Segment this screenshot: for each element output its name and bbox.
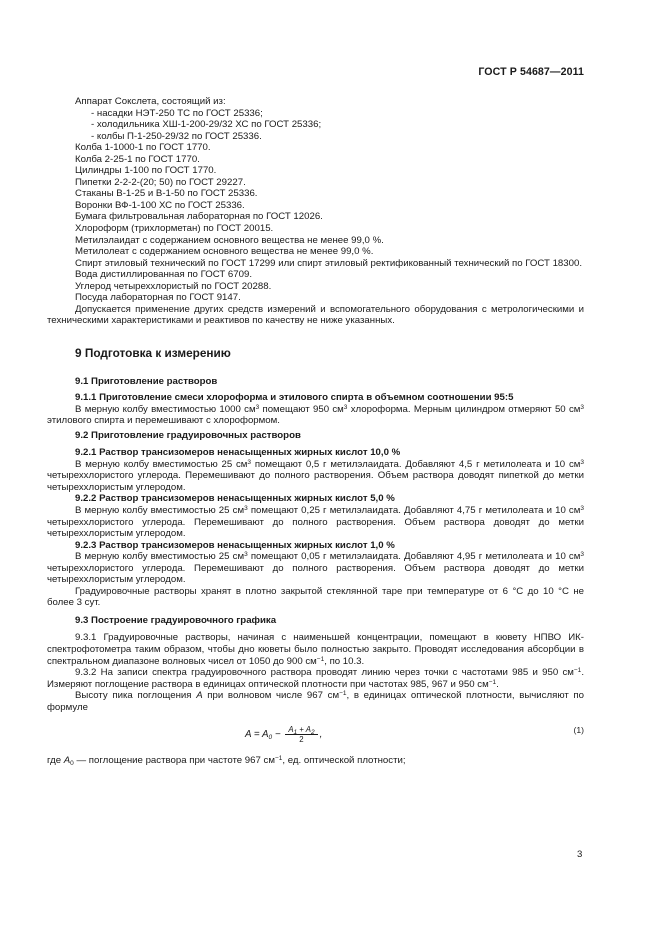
section-9-2-3-text: В мерную колбу вместимостью 25 $см^3$ помещают 0,05 г метилэлаидата. Добавляют 4,95 г метилолеата и 10 $см^3$ четыреххлористого углерода. Перемешивают до полного растворения. Объем раствора доводят до метки четыреххлористым углеродом. (47, 551, 584, 586)
equipment-item: Метилэлаидат с содержанием основного вещества не менее 99,0 %. (75, 234, 384, 246)
section-9-1-title: 9.1 Приготовление растворов (75, 376, 218, 388)
section-9-3-2-text: 9.3.2 На записи спектра градуировочного раствора проводят линию через точки с частотами 985 и 950 $см^{-1}$. Измеряют поглощение раствора в единицах оптической плотности при частотах 985, 967 и 950 $см^{-1}$. (47, 667, 584, 690)
equipment-item: Посуда лабораторная по ГОСТ 9147. (75, 292, 241, 304)
section-9-title: 9 Подготовка к измерению (75, 345, 231, 360)
equipment-item: Цилиндры 1-100 по ГОСТ 1770. (75, 165, 217, 177)
where-line: где $A_0$ — поглощение раствора при частоте 967 $см^{-1}$, ед. оптической плотности; (47, 755, 406, 768)
section-9-2-2-title: 9.2.2 Раствор трансизомеров ненасыщенных жирных кислот 5,0 % (75, 493, 395, 505)
soxhlet-line: Аппарат Сокслета, состоящий из: (75, 96, 226, 107)
equipment-item: Колба 1-1000-1 по ГОСТ 1770. (75, 142, 211, 154)
equipment-item: Колба 2-25-1 по ГОСТ 1770. (75, 153, 200, 165)
formula-number: (1) (573, 725, 584, 736)
section-9-2-3-title: 9.2.3 Раствор трансизомеров ненасыщенных жирных кислот 1,0 % (75, 539, 395, 551)
page-number: 3 (577, 849, 583, 860)
ethanol-item: Спирт этиловый технический по ГОСТ 17299 или спирт этиловый ректификованный технический по ГОСТ 18300. (75, 257, 583, 269)
section-9-2-1-text: В мерную колбу вместимостью 25 $см^3$ помещают 0,5 г метилэлаидата. Добавляют 4,5 г метилолеата и 10 $см^3$ четыреххлористого углерода. Перемешивают до полного растворения. Объем раствора доводят пипеткой до метки четыреххлористым углеродом. (47, 458, 584, 493)
equipment-item: Пипетки 2-2-2-(20; 50) по ГОСТ 29227. (75, 176, 246, 188)
formula-1 (47, 715, 584, 753)
section-9-2-1-title: 9.2.1 Раствор трансизомеров ненасыщенных жирных кислот 10,0 % (75, 447, 401, 459)
section-9-2-title: 9.2 Приготовление градуировочных растворов (75, 429, 301, 441)
formula-fraction: $\frac{A_1 + A_2}{2}$ (285, 725, 317, 744)
equipment-item: Стаканы В-1-25 и В-1-50 по ГОСТ 25336. (75, 188, 258, 200)
soxhlet-part: - колбы П-1-250-29/32 по ГОСТ 25336. (91, 130, 262, 142)
section-9-3-1-text: 9.3.1 Градуировочные растворы, начиная с наименьшей концентрации, помещают в кювету НПВО ИК-спектрофотометра таким образом, чтобы дно кюветы было полностью закрыто. Проводят исследования абсорбции в спектральном диапазоне волновых чисел от 1050 до 900 $см^{-1}$, по 10.3. (47, 632, 584, 667)
soxhlet-part: - насадки НЭТ-250 ТС по ГОСТ 25336; (91, 107, 263, 119)
page-content (47, 96, 584, 767)
section-9-3-title: 9.3 Построение градуировочного графика (75, 614, 277, 626)
allowance-paragraph: Допускается применение других средств измерений и вспомогательного оборудования с метрологическими и техническими характеристиками и реактивов по качеству не ниже указанных. (47, 303, 584, 327)
peak-paragraph: Высоту пика поглощения A при волновом числе 967 $см^{-1}$, в единицах оптической плотности, вычисляют по формуле (47, 690, 584, 713)
equipment-item: Вода дистиллированная по ГОСТ 6709. (75, 269, 253, 281)
equipment-item: Бумага фильтровальная лабораторная по ГОСТ 12026. (75, 211, 323, 223)
section-9-2-2-text: В мерную колбу вместимостью 25 $см^3$ помещают 0,25 г метилэлаидата. Добавляют 4,75 г метилолеата и 10 $см^3$ четыреххлористого углерода. Перемешивают до полного растворения. Объем раствора доводят до метки четыреххлористым углеродом. (47, 504, 584, 540)
equipment-item: Хлороформ (трихлорметан) по ГОСТ 20015. (75, 223, 274, 235)
equipment-item: Углерод четыреххлористый по ГОСТ 20288. (75, 280, 272, 292)
equipment-item: Воронки ВФ-1-100 ХС по ГОСТ 25336. (75, 199, 245, 211)
section-9-1-1-title: 9.1.1 Приготовление смеси хлороформа и этилового спирта в объемном соотношении 95:5 (75, 392, 514, 404)
storage-paragraph: Градуировочные растворы хранят в плотно закрытой стеклянной таре при температуре от 6 °С до 10 °С не более 3 сут. (47, 585, 584, 609)
document-header: ГОСТ Р 54687—2011 (478, 66, 584, 78)
soxhlet-part: - холодильника ХШ-1-200-29/32 ХС по ГОСТ 25336; (91, 119, 322, 131)
section-9-1-1-text: В мерную колбу вместимостью 1000 $см^3$ помещают 950 $см^3$ хлороформа. Мерным цилиндром отмеряют 50 $см^3$ этилового спирта и перемешивают с хлороформом. (47, 403, 584, 427)
equipment-item: Метилолеат с содержанием основного вещества не менее 99,0 %. (75, 246, 374, 258)
formula-expression: $A = A_0$ − $\frac{A_1 + A_2}{2}$ , (245, 725, 323, 745)
